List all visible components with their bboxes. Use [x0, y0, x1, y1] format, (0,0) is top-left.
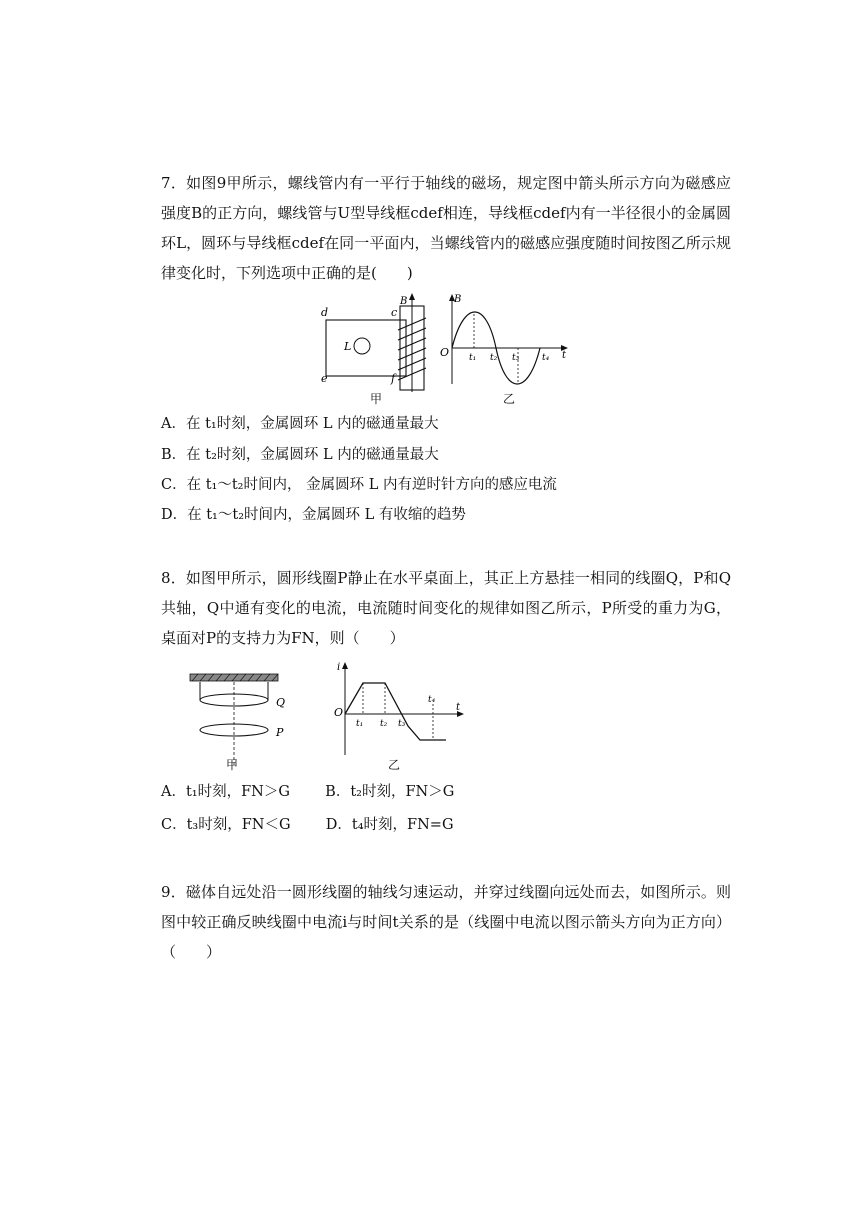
q8b-label-t4: t₄ [428, 695, 436, 705]
q7b-label-B: B [454, 294, 462, 305]
q9-stem [161, 877, 731, 967]
q8b-label-t1: t₁ [356, 719, 364, 729]
q8b-label-O: O [334, 706, 344, 719]
q7-figure-a [318, 292, 443, 402]
q8-stem-text: 8．如图甲所示，圆形线圈P静止在水平桌面上，其正上方悬挂一相同的线圈Q，P和Q共轴，Q中通有变化的电流，电流随时间变化的规律如图乙所示，P所受的重力为G，桌面对P的支持力为FN，则（ ） [161, 569, 731, 647]
q8-options-row2 [161, 815, 454, 835]
q7-option-c[interactable]: C．在 t₁～t₂时间内， 金属圆环 L 内有逆时针方向的感应电流 [161, 477, 557, 493]
q7-option-a[interactable]: A．在 t₁时刻，金属圆环 L 内的磁通量最大 [161, 416, 439, 432]
q8-label-Q: Q [276, 696, 286, 709]
q8b-label-i: i [337, 662, 341, 673]
q7-stem [161, 168, 731, 288]
q7-label-B: B [400, 296, 408, 307]
q7-fig-a-caption: 甲 [370, 392, 383, 406]
q7-label-d: d [321, 306, 329, 319]
q7b-label-t2: t₂ [490, 353, 498, 363]
q7-label-f: f [391, 372, 396, 385]
q7-stem-text: 7．如图9甲所示，螺线管内有一平行于轴线的磁场，规定图中箭头所示方向为磁感应强度B的正方向，螺线管与U型导线框cdef相连，导线框cdef内有一半径很小的金属圆环L，圆环与导线框cdef在同一平面内，当螺线管内的磁感应强度随时间按图乙所示规律变化时，下列选项中正确的是( ) [161, 174, 731, 282]
q7-option-d[interactable]: D．在 t₁～t₂时间内，金属圆环 L 有收缩的趋势 [161, 507, 466, 523]
q7-fig-b-caption: 乙 [503, 392, 516, 406]
q8-options-row1 [161, 782, 454, 802]
q7b-label-O: O [440, 346, 450, 359]
q8-option-c[interactable]: C．t₃时刻，FN＜G [161, 817, 291, 833]
q8-figure-b [330, 660, 470, 760]
q8-option-b[interactable]: B．t₂时刻，FN＞G [325, 784, 455, 800]
q8-option-a[interactable]: A．t₁时刻，FN＞G [161, 784, 290, 800]
q7-label-e: e [321, 372, 328, 385]
q9-stem-text: 9．磁体自远处沿一圆形线圈的轴线匀速运动，并穿过线圈向远处而去，如图所示。则图中较正确反映线圈中电流i与时间t关系的是（线圈中电流以图示箭头方向为正方向）（ ） [161, 883, 731, 961]
q8-option-d[interactable]: D．t₄时刻，FN=G [325, 817, 454, 833]
q7-label-c: c [391, 306, 398, 319]
q8b-label-t: t [456, 702, 461, 713]
q7b-label-t1: t₁ [469, 353, 477, 363]
q8-fig-a-caption: 甲 [226, 758, 239, 772]
q8-figure-a [186, 668, 296, 772]
q7b-label-t: t [562, 350, 567, 361]
q7b-label-t3: t₃ [512, 353, 520, 363]
q8-label-P: P [276, 726, 284, 739]
q7-label-L: L [344, 340, 352, 353]
q7-option-b[interactable]: B．在 t₂时刻，金属圆环 L 内的磁通量最大 [161, 447, 439, 463]
q8-fig-b-caption: 乙 [388, 758, 401, 772]
q8b-label-t2: t₂ [380, 719, 388, 729]
q7b-label-t4: t₄ [542, 353, 550, 363]
q8b-label-t3: t₃ [398, 719, 406, 729]
q7-figure-b [436, 292, 576, 402]
q8-stem [161, 563, 731, 653]
